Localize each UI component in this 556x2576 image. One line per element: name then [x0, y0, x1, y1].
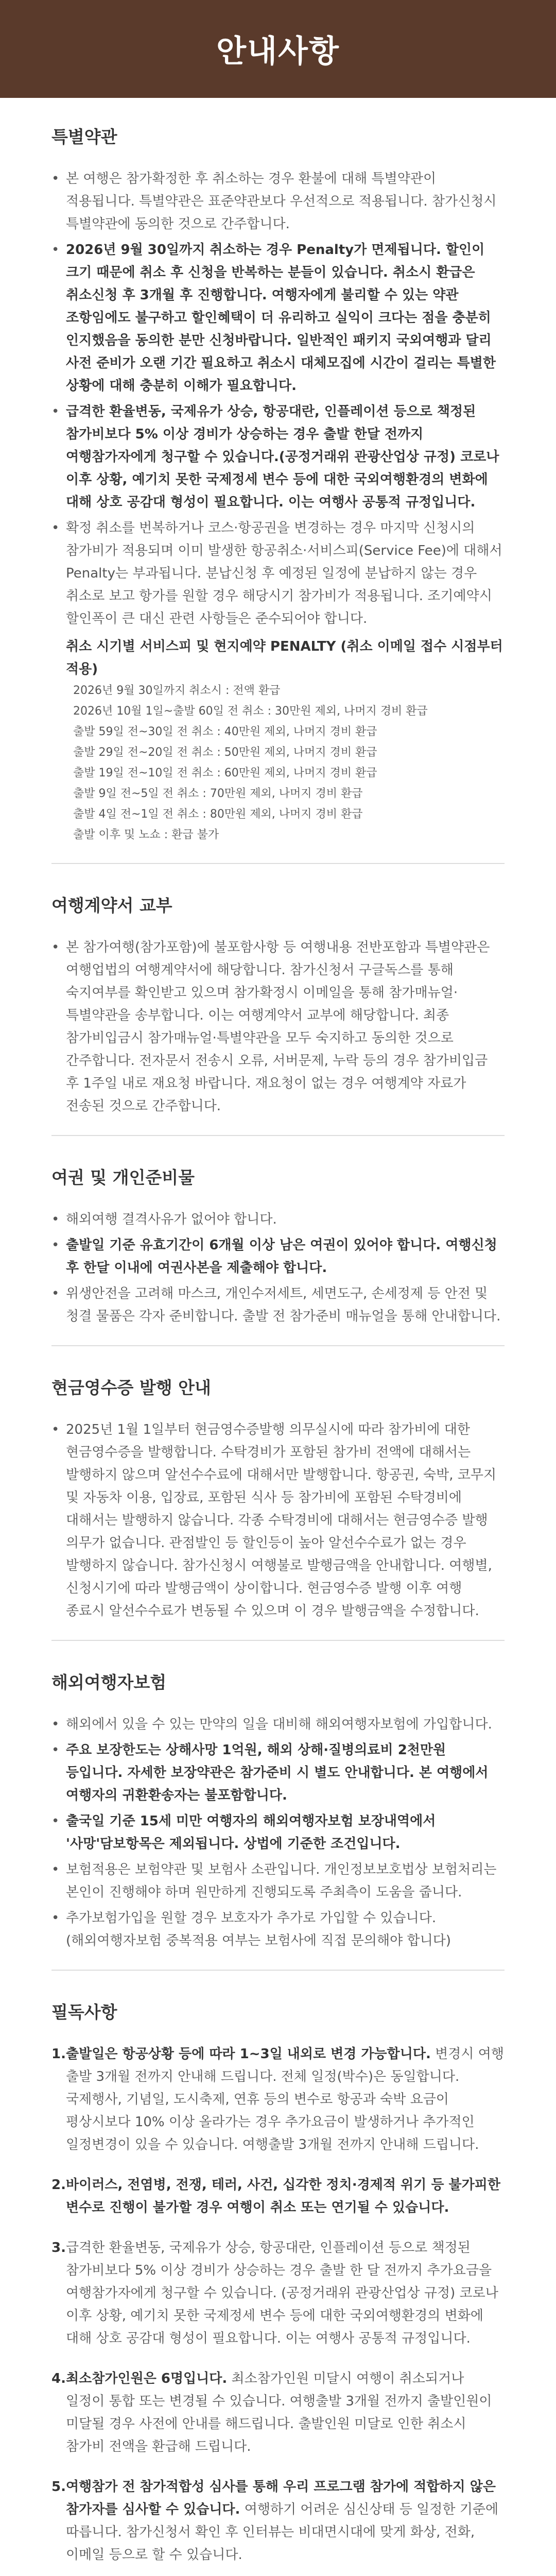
- item-number: 1.: [51, 2046, 66, 2062]
- bold-text: 바이러스, 전염병, 전쟁, 테러, 사건, 십각한 정치·경제적 위기 등 불가피한 변수로 진행이 불가할 경우 여행이 취소 또는 연기될 수 있습니다.: [66, 2177, 500, 2215]
- section-title-must-read: 필독사항: [51, 2002, 117, 2022]
- item-number: 4.: [51, 2371, 66, 2386]
- fee-row: 출발 4일 전~1일 전 취소 : 80만원 제외, 나머지 경비 환급: [73, 808, 363, 821]
- item-number: 3.: [51, 2240, 66, 2256]
- list-item: [51, 400, 505, 514]
- list-item: • 2025년 1월 1일부터 현금영수증발행 의무실시에 따라 참가비에 대한 현금영수증을 발행합니다. 수탁경비가 포함된 참가비 전액에 대해서는 발행하지 않으며 알선수수료에 대해서만 발행합니다. 항공권, 숙박, 코무지 및 자동차 이용, 입장료, 포함된 식사 등 참가비에 포함된 수탁경비에 대해서는 발행하지 않습니다. 각종 수탁경비에 대해서는 현금영수증 발행 의무가 없습니다. 관점발인 등 할인등이 높아 알선수수료가 없는 경우 발행하지 않습니다. 참가신청시 여행불로 발행금액을 안내합니다. 여행별, 신청시기에 따라 발행금액이 상이합니다. 현금영수증 발행 이후 여행 종료시 알선수수료가 변동될 수 있으며 이 경우 발행금액을 수정합니다.: [51, 1418, 505, 1622]
- bold-text: 급격한 환율변동, 국제유가 상승, 항공대란, 인플레이션 등으로 책정된 참가비보다 5% 이상 경비가 상승하는 경우 출발 한달 전까지 여행참가자에게 청구할 수 있습니다.(공정거래위 관광산업상 규정) 코로나 이후 상황, 예기치 못한 국제정세 변수 등에 대한 국외여행환경의 변화에 대해 상호 공감대 형성이 필요합니다. 이는 여행사 공통적 규정입니다.: [66, 404, 499, 510]
- fee-row: 출발 59일 전~30일 전 취소 : 40만원 제외, 나머지 경비 환급: [73, 725, 377, 738]
- notice-content: [0, 98, 556, 2576]
- item-text: 여행하기 어려운 심신상태 등 일정한 기준에 따릅니다. 참가신청서 확인 후 인터뷰는 비대면시대에 맞게 화상, 전화, 이메일 등으로 할 수 있습니다.: [66, 2502, 499, 2563]
- contract-list: [51, 936, 505, 1117]
- section-divider: [51, 1345, 505, 1346]
- fee-row: 출발 19일 전~10일 전 취소 : 60만원 제외, 나머지 경비 환급: [73, 767, 377, 779]
- special-terms-list: [51, 167, 505, 630]
- list-item: • 확정 취소를 번복하거나 코스·항공권을 변경하는 경우 마지막 신청시의 참가비가 적용되며 이미 발생한 항공취소·서비스피(Service Fee)에 대해서 Penalty는 부과됩니다. 분납신청 후 예정된 일정에 분납하지 않는 경우 취소로 보고 항가를 원할 경우 해당시기 참가비가 적용됩니다. 조기예약시 할인폭이 큰 대신 관련 사항들은 준수되어야 합니다.: [51, 517, 505, 630]
- list-item: [51, 239, 505, 397]
- page-title: 안내사항: [216, 33, 340, 70]
- section-divider: [51, 1970, 505, 1971]
- fee-row: 출발 29일 전~20일 전 취소 : 50만원 제외, 나머지 경비 환급: [73, 746, 377, 759]
- list-item: [51, 2476, 505, 2566]
- list-item: • 위생안전을 고려해 마스크, 개인수저세트, 세면도구, 손세정제 등 안전 및 청결 물품은 각자 준비합니다. 출발 전 참가준비 매뉴얼을 통해 안내합니다.: [51, 1282, 505, 1328]
- list-item: [51, 1739, 505, 1807]
- bold-text: 출국일 기준 15세 미만 여행자의 해외여행자보험 보장내역에서 '사망'담보항목은 제외됩니다. 상법에 기준한 조건입니다.: [66, 1814, 436, 1852]
- list-item: • 보험적용은 보험약관 및 보험사 소관입니다. 개인정보보호법상 보험처리는 본인이 진행해야 하며 원만하게 진행되도록 주최측이 도움을 줍니다.: [51, 1858, 505, 1904]
- bold-text: 최소참가인원은 6명입니다.: [66, 2371, 228, 2386]
- section-divider: [51, 1135, 505, 1136]
- section-divider: [51, 1640, 505, 1641]
- list-item: • 해외에서 있을 수 있는 만약의 일을 대비해 해외여행자보험에 가입합니다.: [51, 1713, 505, 1736]
- section-title-special-terms: 특별약관: [51, 127, 117, 147]
- list-item: • 해외여행 결격사유가 없어야 합니다.: [51, 1208, 505, 1231]
- bold-text: 출발일은 항공상황 등에 따라 1~3일 내외로 변경 가능합니다.: [66, 2046, 431, 2062]
- item-text: 급격한 환율변동, 국제유가 상승, 항공대란, 인플레이션 등으로 책정된 참가비보다 5% 이상 경비가 상승하는 경우 출발 한 달 전까지 추가요금을 여행참가자에게 청구할 수 있습니다. (공정거래위 관광산업상 규정) 코로나 이후 상황, 예기치 못한 국제정세 변수 등에 대한 국외여행환경의 변화에 대해 상호 공감대 형성이 필요합니다. 이는 여행사 공통적 규정입니다.: [66, 2240, 498, 2346]
- list-item: [51, 2367, 505, 2458]
- bold-text: 여행참가 전 참가적합성 심사를 통해 우리 프로그램 참가에 적합하지 않은 참가자를 심사할 수 있습니다.: [66, 2479, 496, 2517]
- section-divider: [51, 863, 505, 864]
- fee-row: 2026년 9월 30일까지 취소시 : 전액 환급: [73, 684, 281, 697]
- must-read-list: [51, 2043, 505, 2576]
- fee-row: 출발 이후 및 노쇼 : 환급 불가: [73, 828, 219, 841]
- item-text: 최소참가인원 미달시 여행이 취소되거나 일정이 통합 또는 변경될 수 있습니다. 여행출발 3개월 전까지 출발인원이 미달될 경우 사전에 안내를 해드립니다. 출발인원 미달로 인한 취소시 참가비 전액을 환급해 드립니다.: [66, 2371, 492, 2454]
- list-item: [51, 2236, 505, 2350]
- list-item: • 본 여행은 참가확정한 후 취소하는 경우 환불에 대해 특별약관이 적용됩니다. 특별약관은 표준약관보다 우선적으로 적용됩니다. 참가신청시 특별약관에 동의한 것으로 간주합니다.: [51, 167, 505, 235]
- cash-receipt-list: [51, 1418, 505, 1622]
- list-item: [51, 1234, 505, 1279]
- item-number: 5.: [51, 2479, 66, 2495]
- bold-text: 주요 보장한도는 상해사망 1억원, 해외 상해·질병의료비 2천만원 등입니다. 자세한 보장약관은 참가준비 시 별도 안내합니다. 본 여행에서 여행자의 귀환환송자는 불포함합니다.: [66, 1742, 489, 1803]
- item-text: 변경시 여행 출발 3개월 전까지 안내해 드립니다. 전체 일정(박수)은 동일합니다. 국제행사, 기념일, 도시축제, 연휴 등의 변수로 항공과 숙박 요금이 평상시보다 10% 이상 올라가는 경우 추가요금이 발생하거나 추가적인 일정변경이 있을 수 있습니다. 여행출발 3개월 전까지 안내해 드립니다.: [66, 2046, 504, 2153]
- list-item: [51, 1810, 505, 1855]
- bold-text: 출발일 기준 유효기간이 6개월 이상 남은 여권이 있어야 합니다. 여행신청 후 한달 이내에 여권사본을 제출해야 합니다.: [66, 1238, 497, 1276]
- page-header: [0, 0, 556, 98]
- section-title-insurance: 해외여행자보험: [51, 1672, 167, 1692]
- section-title-passport: 여권 및 개인준비물: [51, 1167, 195, 1188]
- fee-row: 출발 9일 전~5일 전 취소 : 70만원 제외, 나머지 경비 환급: [73, 787, 363, 800]
- bold-text: 2026년 9월 30일까지 취소하는 경우 Penalty가 면제됩니다. 할인이 크기 때문에 취소 후 신청을 반복하는 분들이 있습니다. 취소시 환급은 취소신청 후 3개월 후 진행합니다. 여행자에게 불리할 수 있는 약관 조항임에도 불구하고 할인혜택이 더 유리하고 실익이 크다는 점을 충분히 인지했음을 동의한 분만 신청바랍니다. 일반적인 패키지 국외여행과 달리 사전 준비가 오랜 기간 필요하고 취소시 대체모집에 시간이 걸리는 특별한 상황에 대해 충분히 이해가 필요합니다.: [66, 242, 496, 394]
- fee-row: 2026년 10월 1일~출발 60일 전 취소 : 30만원 제외, 나머지 경비 환급: [73, 705, 428, 718]
- list-item: [51, 2043, 505, 2156]
- list-item: [51, 2174, 505, 2219]
- section-title-cash-receipt: 현금영수증 발행 안내: [51, 1378, 211, 1398]
- section-title-contract: 여행계약서 교부: [51, 895, 172, 916]
- fee-table-title: 취소 시기별 서비스피 및 현지예약 PENALTY (취소 이메일 접수 시점부터 적용): [66, 639, 503, 677]
- passport-list: [51, 1208, 505, 1328]
- list-item: • 추가보험가입을 원할 경우 보호자가 추가로 가입할 수 있습니다.(해외여행자보험 중복적용 여부는 보험사에 직접 문의해야 합니다): [51, 1907, 505, 1952]
- list-item: • 본 참가여행(참가포함)에 불포함사항 등 여행내용 전반포함과 특별약관은 여행업법의 여행계약서에 해당합니다. 참가신청서 구글독스를 통해 숙지여부를 확인받고 있으며 참가확정시 이메일을 통해 참가매뉴얼·특별약관을 송부합니다. 이는 여행계약서 교부에 해당합니다. 최종 참가비입금시 참가매뉴얼·특별약관을 모두 숙지하고 동의한 것으로 간주합니다. 전자문서 전송시 오류, 서버문제, 누락 등의 경우 참가비입금 후 1주일 내로 재요청 바랍니다. 재요청이 없는 경우 여행계약 자료가 전송된 것으로 간주합니다.: [51, 936, 505, 1117]
- item-number: 2.: [51, 2177, 66, 2193]
- cancellation-fee-table: [66, 635, 505, 845]
- insurance-list: [51, 1713, 505, 1952]
